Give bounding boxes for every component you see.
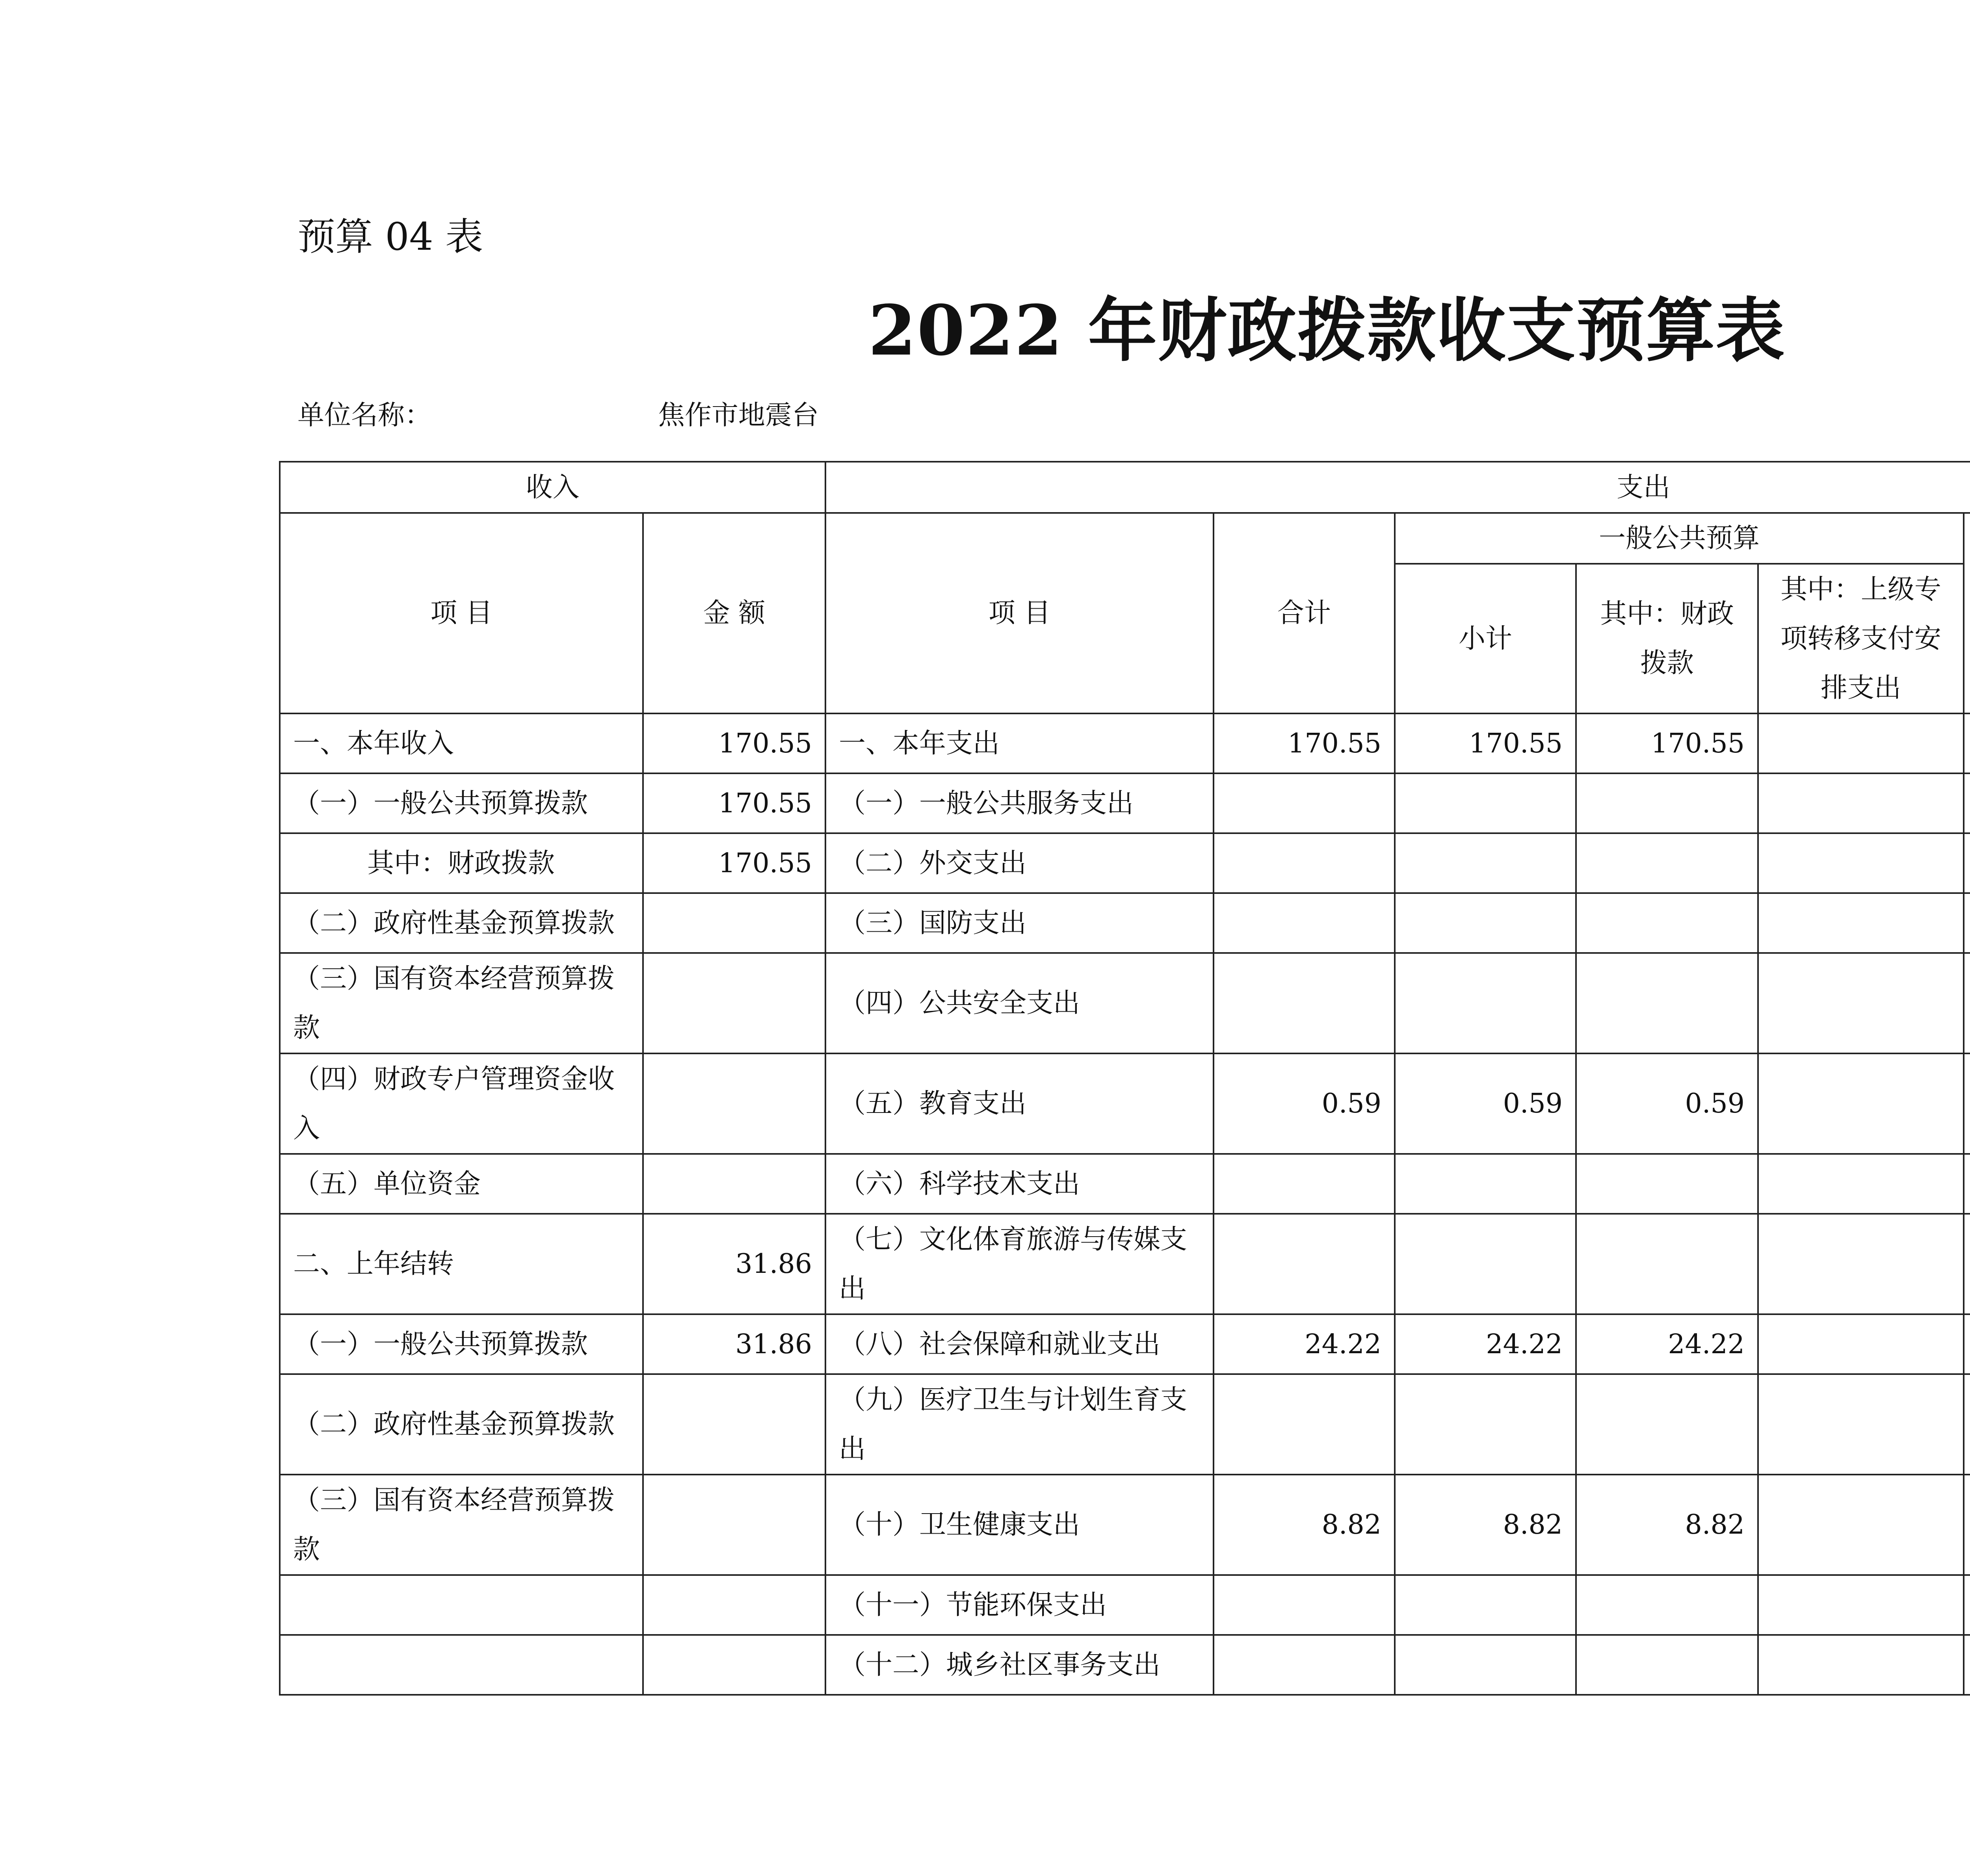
income-item: （五）单位资金 xyxy=(280,1154,643,1214)
expense-item: 一、本年支出 xyxy=(825,713,1214,773)
total-value xyxy=(1214,1214,1395,1314)
fiscal-value: 170.55 xyxy=(1576,713,1758,773)
total-header: 合计 xyxy=(1214,513,1395,713)
subtotal-value xyxy=(1395,1214,1576,1314)
income-amount xyxy=(643,953,825,1053)
subtotal-value xyxy=(1395,833,1576,893)
fiscal-value xyxy=(1576,1374,1758,1475)
unit-name-value: 焦作市地震台 xyxy=(658,400,819,431)
transfer-header: 其中：上级专项转移支付安排支出 xyxy=(1758,564,1964,713)
table-row xyxy=(280,773,1970,833)
income-amount xyxy=(643,1475,825,1575)
subtotal-value: 0.59 xyxy=(1395,1053,1576,1154)
table-row xyxy=(280,1154,1970,1214)
form-number: 预算 04 表 xyxy=(297,215,483,259)
total-value: 24.22 xyxy=(1214,1314,1395,1374)
income-amount: 31.86 xyxy=(643,1314,825,1374)
income-amount: 170.55 xyxy=(643,713,825,773)
expense-item: （三）国防支出 xyxy=(825,893,1214,953)
table-row xyxy=(280,833,1970,893)
income-amount xyxy=(643,893,825,953)
income-item: （二）政府性基金预算拨款 xyxy=(280,893,643,953)
income-amount xyxy=(643,1154,825,1214)
total-value xyxy=(1214,1154,1395,1214)
income-item-header: 项 目 xyxy=(280,513,643,713)
gov-fund-value xyxy=(1964,773,1970,833)
subtotal-value xyxy=(1395,773,1576,833)
transfer-value xyxy=(1758,1053,1964,1154)
gov-fund-value xyxy=(1964,1475,1970,1575)
subtotal-value xyxy=(1395,953,1576,1053)
table-row xyxy=(280,1214,1970,1314)
table-row xyxy=(280,1053,1970,1154)
gov-fund-value xyxy=(1964,1374,1970,1475)
expense-item: （十一）节能环保支出 xyxy=(825,1575,1214,1635)
unit-name-label: 单位名称： xyxy=(297,400,432,431)
total-value xyxy=(1214,1374,1395,1475)
subtotal-value: 170.55 xyxy=(1395,713,1576,773)
gov-fund-value xyxy=(1964,1053,1970,1154)
subtotal-header: 小计 xyxy=(1395,564,1576,713)
transfer-value xyxy=(1758,1635,1964,1695)
transfer-value xyxy=(1758,713,1964,773)
fiscal-value xyxy=(1576,953,1758,1053)
fiscal-value xyxy=(1576,1154,1758,1214)
income-item xyxy=(280,1635,643,1695)
expense-item: （二）外交支出 xyxy=(825,833,1214,893)
transfer-value xyxy=(1758,1475,1964,1575)
gov-fund-value xyxy=(1964,1214,1970,1314)
gov-fund-value xyxy=(1964,893,1970,953)
gov-fund-value xyxy=(1964,1314,1970,1374)
expense-item-header: 项 目 xyxy=(825,513,1214,713)
fiscal-value xyxy=(1576,833,1758,893)
gov-fund-value xyxy=(1964,953,1970,1053)
gov-fund-value xyxy=(1964,1575,1970,1635)
income-item: （三）国有资本经营预算拨款 xyxy=(280,1475,643,1575)
expense-item: （一）一般公共服务支出 xyxy=(825,773,1214,833)
income-amount xyxy=(643,1053,825,1154)
transfer-value xyxy=(1758,1575,1964,1635)
budget-table xyxy=(279,461,1970,1696)
income-amount: 170.55 xyxy=(643,773,825,833)
gov-fund-value xyxy=(1964,1154,1970,1214)
income-item xyxy=(280,1575,643,1635)
income-item: 二、上年结转 xyxy=(280,1214,643,1314)
expense-item: （五）教育支出 xyxy=(825,1053,1214,1154)
table-row xyxy=(280,1475,1970,1575)
gov-fund-value xyxy=(1964,833,1970,893)
subtotal-value: 24.22 xyxy=(1395,1314,1576,1374)
gov-fund-header xyxy=(1964,513,1970,713)
income-amount xyxy=(643,1575,825,1635)
table-row xyxy=(280,1314,1970,1374)
income-amount-header: 金 额 xyxy=(643,513,825,713)
subtotal-value xyxy=(1395,1374,1576,1475)
total-value: 170.55 xyxy=(1214,713,1395,773)
fiscal-value: 8.82 xyxy=(1576,1475,1758,1575)
table-row xyxy=(280,1635,1970,1695)
fiscal-value xyxy=(1576,893,1758,953)
table-row xyxy=(280,713,1970,773)
expense-item: （八）社会保障和就业支出 xyxy=(825,1314,1214,1374)
income-amount: 31.86 xyxy=(643,1214,825,1314)
income-header: 收入 xyxy=(280,462,825,513)
subtotal-value xyxy=(1395,1635,1576,1695)
expense-item: （九）医疗卫生与计划生育支出 xyxy=(825,1374,1214,1475)
total-value xyxy=(1214,773,1395,833)
income-item: （三）国有资本经营预算拨款 xyxy=(280,953,643,1053)
total-value xyxy=(1214,1635,1395,1695)
income-amount: 170.55 xyxy=(643,833,825,893)
income-item: （二）政府性基金预算拨款 xyxy=(280,1374,643,1475)
transfer-value xyxy=(1758,1374,1964,1475)
fiscal-value xyxy=(1576,1635,1758,1695)
transfer-value xyxy=(1758,953,1964,1053)
general-budget-header: 一般公共预算 xyxy=(1395,513,1964,564)
total-value xyxy=(1214,833,1395,893)
fiscal-value xyxy=(1576,1575,1758,1635)
table-row xyxy=(280,893,1970,953)
total-value xyxy=(1214,953,1395,1053)
fiscal-value: 0.59 xyxy=(1576,1053,1758,1154)
page-title: 2022 年财政拨款收支预算表 xyxy=(868,290,1786,371)
total-value: 0.59 xyxy=(1214,1053,1395,1154)
expense-item: （六）科学技术支出 xyxy=(825,1154,1214,1214)
transfer-value xyxy=(1758,1154,1964,1214)
income-item: 一、本年收入 xyxy=(280,713,643,773)
expense-item: （七）文化体育旅游与传媒支出 xyxy=(825,1214,1214,1314)
total-value xyxy=(1214,1575,1395,1635)
table-row xyxy=(280,953,1970,1053)
expense-item: （十）卫生健康支出 xyxy=(825,1475,1214,1575)
fiscal-alloc-header: 其中：财政拨款 xyxy=(1576,564,1758,713)
income-item: 其中：财政拨款 xyxy=(280,833,643,893)
income-amount xyxy=(643,1374,825,1475)
expense-item: （四）公共安全支出 xyxy=(825,953,1214,1053)
table-row xyxy=(280,1575,1970,1635)
income-item: （四）财政专户管理资金收入 xyxy=(280,1053,643,1154)
gov-fund-value xyxy=(1964,1635,1970,1695)
expense-item: （十二）城乡社区事务支出 xyxy=(825,1635,1214,1695)
transfer-value xyxy=(1758,773,1964,833)
total-value xyxy=(1214,893,1395,953)
subtotal-value xyxy=(1395,1154,1576,1214)
fiscal-value xyxy=(1576,1214,1758,1314)
table-row xyxy=(280,1374,1970,1475)
subtotal-value: 8.82 xyxy=(1395,1475,1576,1575)
income-item: （一）一般公共预算拨款 xyxy=(280,1314,643,1374)
subtotal-value xyxy=(1395,1575,1576,1635)
subtotal-value xyxy=(1395,893,1576,953)
transfer-value xyxy=(1758,1314,1964,1374)
total-value: 8.82 xyxy=(1214,1475,1395,1575)
transfer-value xyxy=(1758,893,1964,953)
income-amount xyxy=(643,1635,825,1695)
expense-header: 支出 xyxy=(825,462,1970,513)
fiscal-value: 24.22 xyxy=(1576,1314,1758,1374)
income-item: （一）一般公共预算拨款 xyxy=(280,773,643,833)
fiscal-value xyxy=(1576,773,1758,833)
gov-fund-value xyxy=(1964,713,1970,773)
transfer-value xyxy=(1758,833,1964,893)
transfer-value xyxy=(1758,1214,1964,1314)
